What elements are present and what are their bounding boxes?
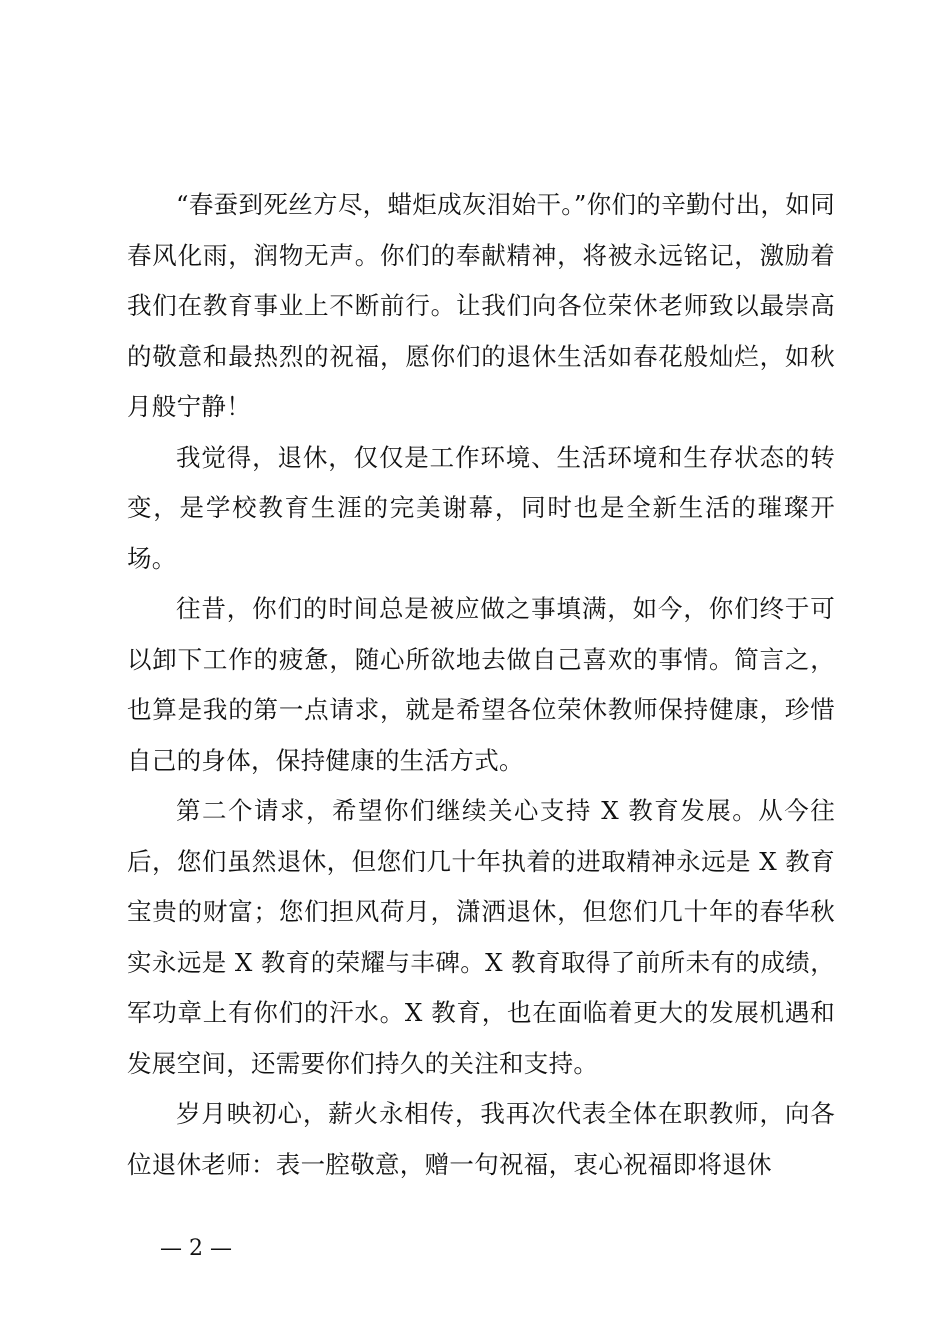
- paragraph-2: 我觉得，退休，仅仅是工作环境、生活环境和生存状态的转变，是学校教育生涯的完美谢幕，同时也是全新生活的璀璨开场。: [127, 442, 835, 573]
- page-number: — 2 —: [160, 1236, 232, 1261]
- paragraph-1: “春蚕到死丝方尽，蜡炬成灰泪始干。”你们的辛勤付出，如同春风化雨，润物无声。你们的奉献精神，将被永远铭记，激励着我们在教育事业上不断前行。让我们向各位荣休老师致以最崇高的敬意和最热烈的祝福，愿你们的退休生活如春花般灿烂，如秋月般宁静！: [127, 190, 835, 421]
- paragraph-5: 岁月映初心，薪火永相传，我再次代表全体在职教师，向各位退休老师：表一腔敬意，赠一句祝福，衷心祝福即将退休: [127, 1099, 835, 1179]
- paragraph-4: 第二个请求，希望你们继续关心支持 X 教育发展。从今往后，您们虽然退休，但您们几十年执着的进取精神永远是 X 教育宝贵的财富；您们担风荷月，潇洒退休，但您们几十年的春华秋实永远是 X 教育的荣耀与丰碑。X 教育取得了前所未有的成绩，军功章上有你们的汗水。X 教育，也在面临着更大的发展机遇和发展空间，还需要你们持久的关注和支持。: [127, 796, 835, 1078]
- paragraph-3: 往昔，你们的时间总是被应做之事填满，如今，你们终于可以卸下工作的疲惫，随心所欲地去做自己喜欢的事情。简言之，也算是我的第一点请求，就是希望各位荣休教师保持健康，珍惜自己的身体，保持健康的生活方式。: [127, 594, 835, 775]
- document-body: [127, 180, 835, 1190]
